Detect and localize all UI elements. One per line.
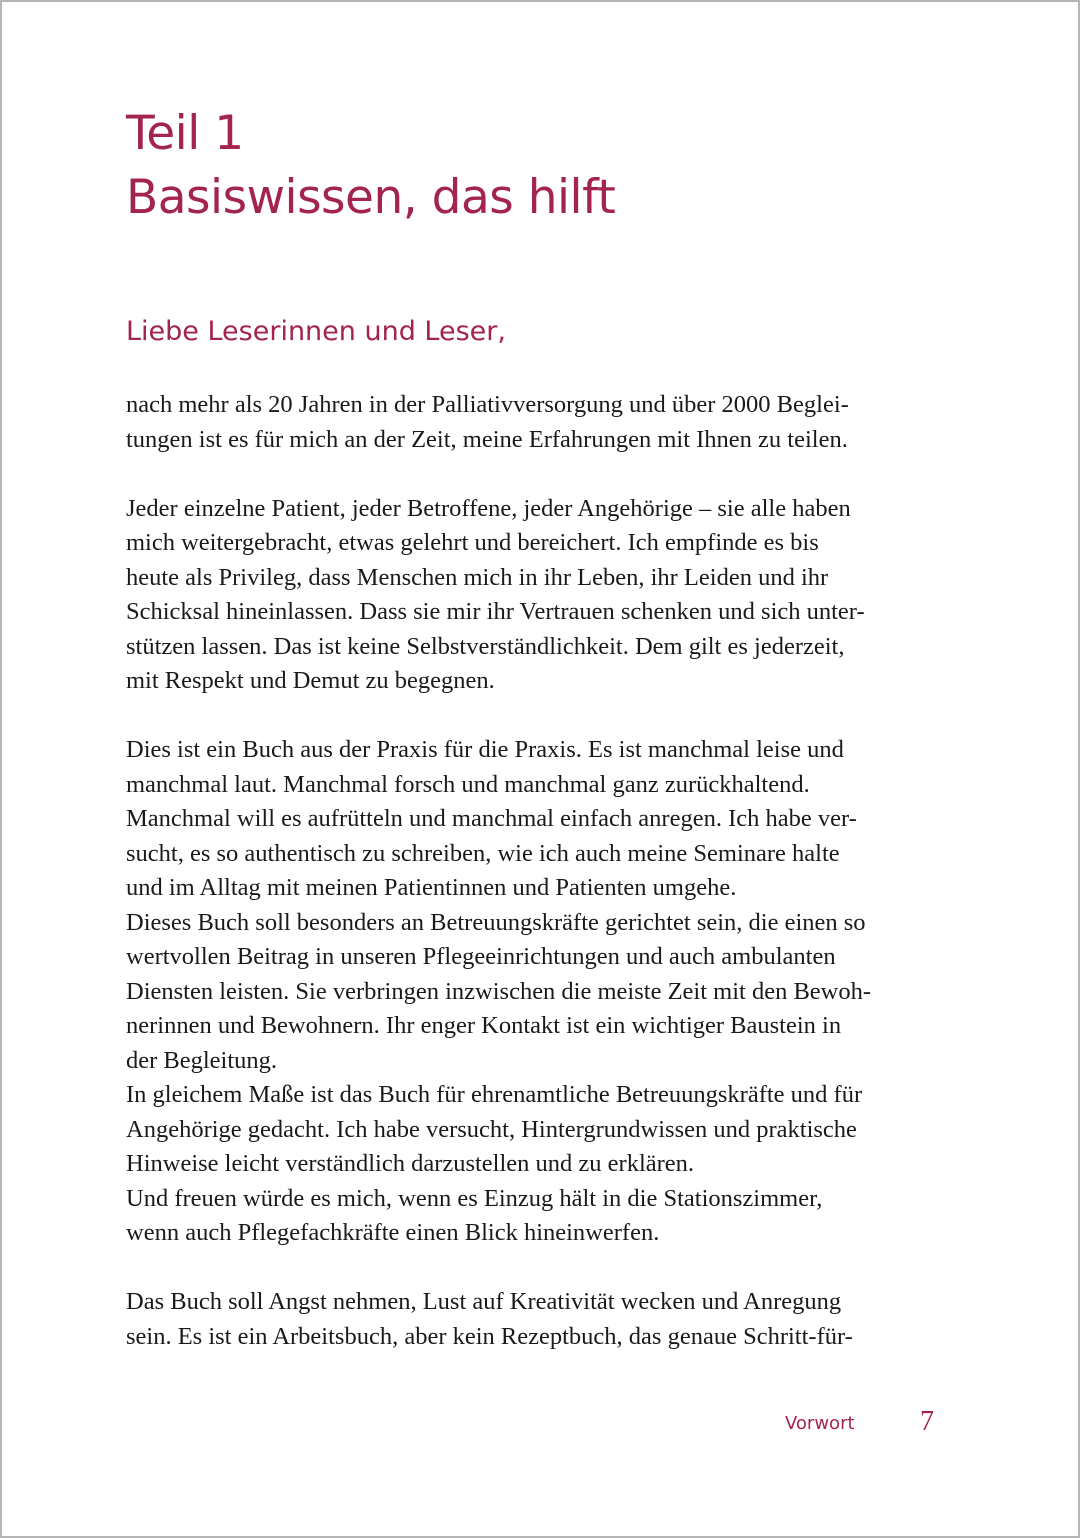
text-line: sein. Es ist ein Arbeitsbuch, aber kein Rezeptbuch, das genaue Schritt-für-: [126, 1322, 853, 1350]
chapter-title: [126, 102, 615, 230]
text-line: tungen ist es für mich an der Zeit, meine Erfahrungen mit Ihnen zu teilen.: [126, 425, 848, 453]
body-paragraph: [126, 388, 946, 457]
text-line: wertvollen Beitrag in unseren Pflegeeinrichtungen und auch ambulanten: [126, 943, 836, 970]
body-paragraph: [126, 492, 946, 699]
text-line: Hinweise leicht verständlich darzustellen und zu erklären.: [126, 1150, 695, 1177]
text-line: Schicksal hineinlassen. Dass sie mir ihr Vertrauen schenken und sich unter-: [126, 598, 865, 625]
text-line: mich weitergebracht, etwas gelehrt und bereichert. Ich empfinde es bis: [126, 529, 819, 556]
text-line: Angehörige gedacht. Ich habe versucht, Hintergrundwissen und praktische: [126, 1115, 857, 1143]
page-number: 7: [920, 1406, 934, 1437]
text-line: Diensten leisten. Sie verbringen inzwischen die meiste Zeit mit den Bewoh-: [126, 977, 872, 1005]
chapter-title-line-2: Basiswissen, das hilft: [126, 170, 616, 225]
chapter-title-line-1: Teil 1: [126, 106, 244, 161]
text-line: Jeder einzelne Patient, jeder Betroffene, jeder Angehörige – sie alle haben: [126, 494, 851, 522]
body-paragraph: [126, 1285, 946, 1354]
text-line: heute als Privileg, dass Menschen mich in ihr Leben, ihr Leiden und ihr: [126, 563, 829, 591]
body-text: [126, 388, 946, 1389]
body-paragraph: [126, 733, 946, 1251]
text-line: nerinnen und Bewohnern. Ihr enger Kontakt ist ein wichtiger Baustein in: [126, 1012, 842, 1039]
text-line: der Begleitung.: [126, 1046, 278, 1074]
salutation-heading: Liebe Leserinnen und Leser,: [126, 316, 506, 347]
text-line: Manchmal will es aufrütteln und manchmal einfach anregen. Ich habe ver-: [126, 805, 857, 832]
text-line: sucht, es so authentisch zu schreiben, wie ich auch meine Seminare halte: [126, 839, 840, 867]
text-line: wenn auch Pflegefachkräfte einen Blick hineinwerfen.: [126, 1219, 660, 1246]
footer-section-label: Vorwort: [785, 1413, 855, 1434]
text-line: und im Alltag mit meinen Patientinnen und Patienten umgehe.: [126, 874, 737, 901]
text-line: manchmal laut. Manchmal forsch und manchmal ganz zurückhaltend.: [126, 770, 810, 798]
text-line: Das Buch soll Angst nehmen, Lust auf Kreativität wecken und Anregung: [126, 1288, 842, 1315]
text-line: nach mehr als 20 Jahren in der Palliativversorgung und über 2000 Beglei-: [126, 391, 849, 418]
text-line: Dieses Buch soll besonders an Betreuungskräfte gerichtet sein, die einen so: [126, 908, 866, 936]
text-line: Dies ist ein Buch aus der Praxis für die Praxis. Es ist manchmal leise und: [126, 736, 844, 763]
text-line: mit Respekt und Demut zu begegnen.: [126, 667, 495, 694]
text-line: Und freuen würde es mich, wenn es Einzug hält in die Stationszimmer,: [126, 1184, 823, 1212]
text-line: stützen lassen. Das ist keine Selbstverständlichkeit. Dem gilt es jederzeit,: [126, 632, 845, 660]
text-line: In gleichem Maße ist das Buch für ehrenamtliche Betreuungskräfte und für: [126, 1081, 863, 1108]
